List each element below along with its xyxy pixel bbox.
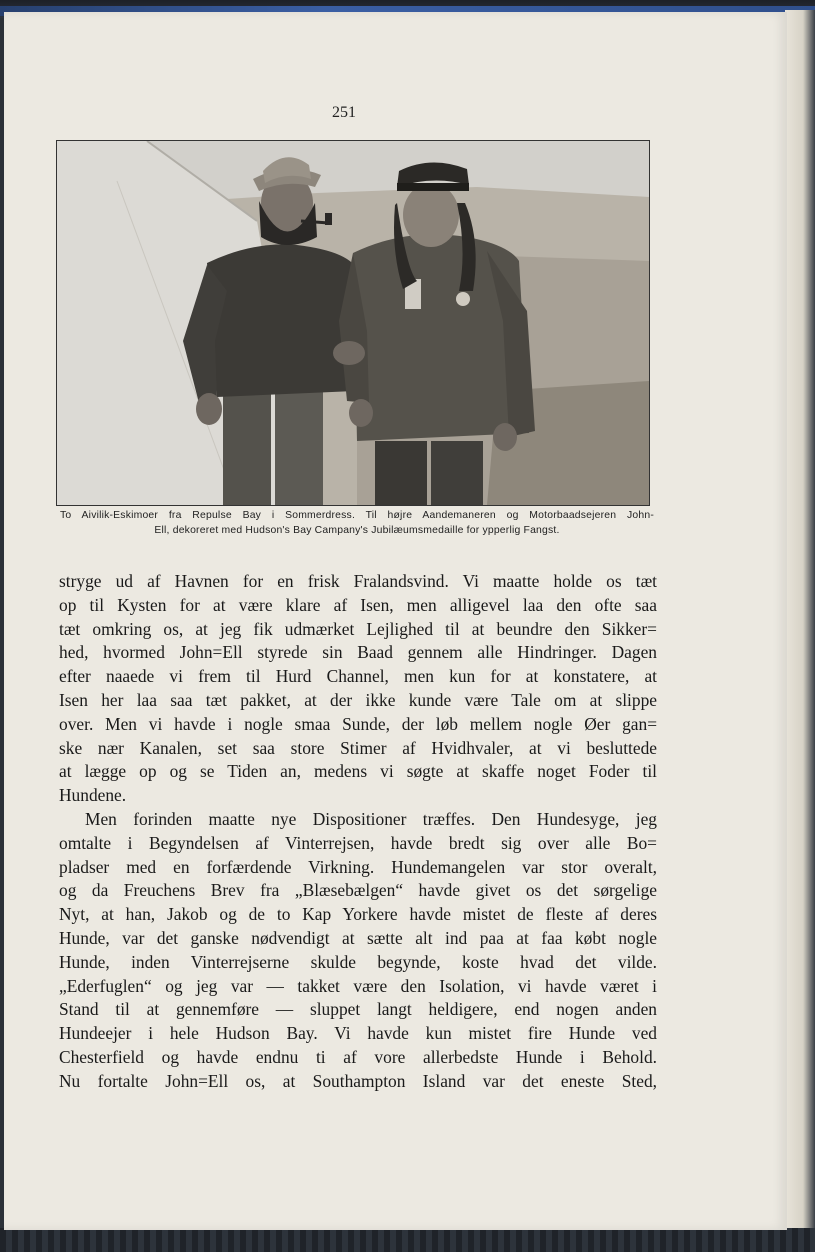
text-line: Hundeejer i hele Hudson Bay. Vi havde kun mistet fire Hunde ved [59,1023,657,1044]
text-line: „Ederfuglen“ og jeg var — takket være den Isolation, vi havde været i [59,975,657,996]
text-line: Hunde, var det ganske nødvendigt at sætte alt ind paa at faa købt nogle [59,927,657,948]
photo-caption [60,508,654,538]
book-page [4,12,787,1230]
text-line: Chesterfield og havde endnu ti af vore allerbedste Hunde i Behold. [59,1046,657,1067]
text-line: at lægge op og se Tiden an, medens vi søgte at skaffe noget Foder til [59,761,657,782]
book-page-edges [785,10,815,1232]
photograph [56,140,650,506]
text-line: efter naaede vi frem til Hurd Channel, men kun for at konstatere, at [59,666,657,687]
text-line: hed, hvormed John=Ell styrede sin Baad gennem alle Hindringer. Dagen [59,642,657,663]
text-line: over. Men vi havde i nogle smaa Sunde, der løb mellem nogle Øer gan= [59,713,657,734]
text-line: Men forinden maatte nye Dispositioner træffes. Den Hundesyge, jeg [85,808,657,829]
text-line: og da Freuchens Brev fra „Blæsebælgen“ havde givet os det sørgelige [59,880,657,901]
page-number: 251 [332,104,356,121]
caption-line: To Aivilik-Eskimoer fra Repulse Bay i Sommerdress. Til højre Aandemaneren og Motorbaadsejeren John- [60,510,654,521]
text-line: Isen her laa saa tæt pakket, at der ikke kunde være Tale om at slippe [59,689,657,710]
text-line: Hundene. [59,785,127,806]
book-bottom-edge [0,1228,815,1252]
text-line: Nu fortalte John=Ell os, at Southampton Island var det eneste Sted, [59,1070,657,1091]
caption-line: Ell, dekoreret med Hudson's Bay Campany's Jubilæumsmedaille for ypperlig Fangst. [154,525,560,536]
text-line: stryge ud af Havnen for en frisk Fralandsvind. Vi maatte holde os tæt [59,571,657,591]
text-line: Hunde, inden Vinterrejserne skulde begynde, koste hvad det vilde. [59,951,657,972]
body-text [59,570,657,1094]
text-line: Stand til at gennemføre — sluppet langt heldigere, end nogen anden [59,999,657,1020]
text-line: omtalte i Begyndelsen af Vinterrejsen, havde bredt sig over alle Bo= [59,832,657,853]
text-line: pladser med en forfærdende Virkning. Hundemangelen var stor overalt, [59,856,657,877]
text-line: op til Kysten for at være klare af Isen, men alligevel laa den ofte saa [59,594,657,615]
photo-two-men-icon [57,141,649,505]
text-line: Nyt, at han, Jakob og de to Kap Yorkere havde mistet de fleste af deres [59,904,657,925]
text-line: ske nær Kanalen, set saa store Stimer af Hvidhvaler, at vi besluttede [59,737,657,758]
text-line: tæt omkring os, at jeg fik udmærket Lejlighed til at beundre den Sikker= [59,618,657,639]
